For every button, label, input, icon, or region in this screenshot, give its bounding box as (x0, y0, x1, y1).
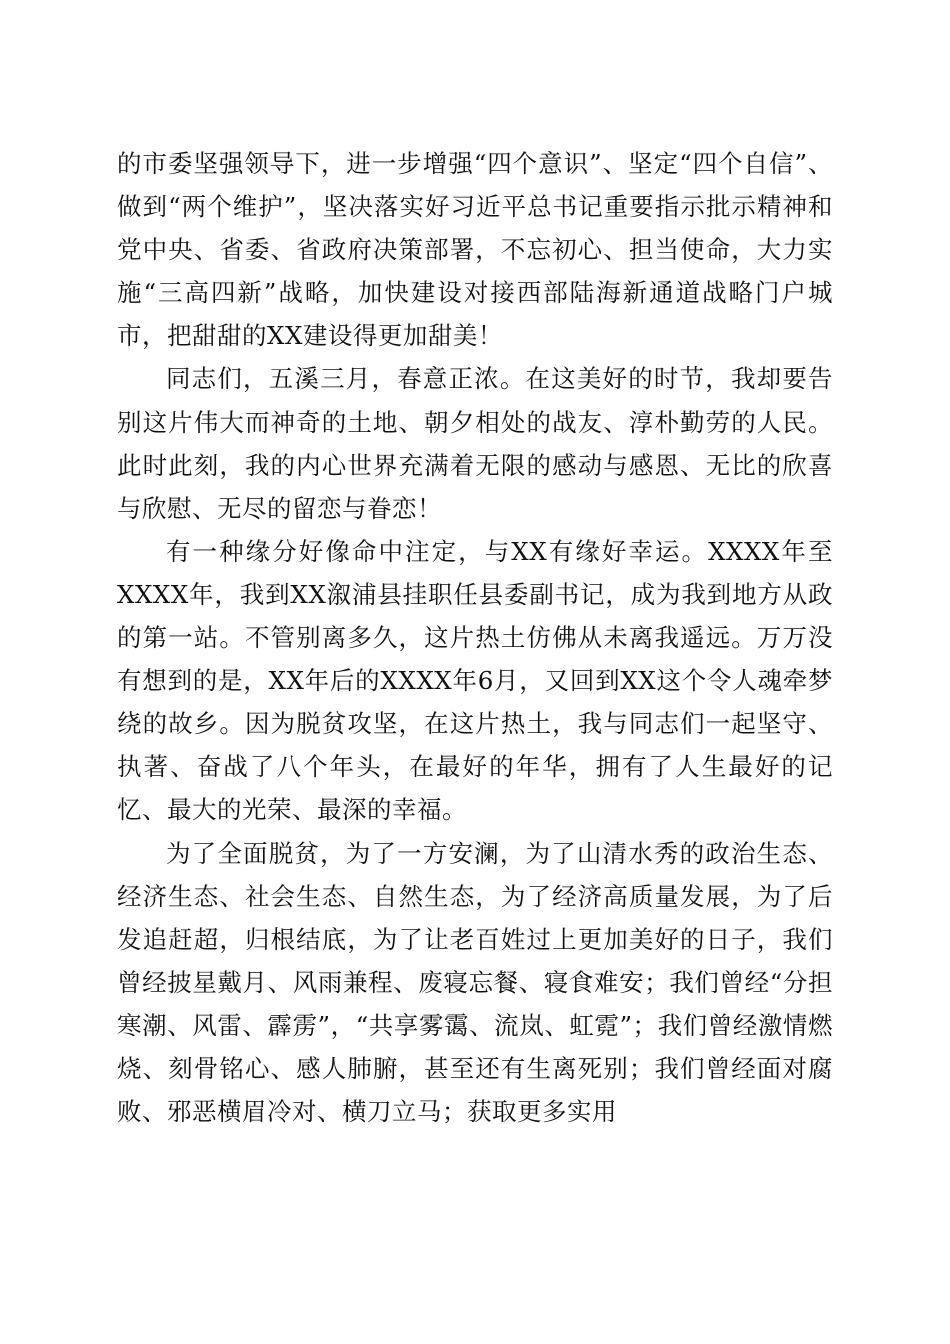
paragraph-1: 的市委坚强领导下，进一步增强“四个意识”、坚定“四个自信”、做到“两个维护”，坚决落实好习近平总书记重要指示批示精神和党中央、省委、省政府决策部署，不忘初心、担当使命，大力实施“三高四新”战略，加快建设对接西部陆海新通道战略门户城市，把甜甜的XX建设得更加甜美！ (117, 149, 833, 351)
document-body (117, 142, 833, 1133)
paragraph-3: 有一种缘分好像命中注定，与XX有缘好幸运。XXXX年至XXXX年，我到XX溆浦县挂职任县委副书记，成为我到地方从政的第一站。不管别离多久，这片热土仿佛从未离我遥远。万万没有想到的是，XX年后的XXXX年6月，又回到XX这个令人魂牵梦绕的故乡。因为脱贫攻坚，在这片热土，我与同志们一起坚守、执著、奋战了八个年头，在最好的年华，拥有了人生最好的记忆、最大的光荣、最深的幸福。 (117, 536, 833, 825)
paragraph-4: 为了全面脱贫，为了一方安澜，为了山清水秀的政治生态、经济生态、社会生态、自然生态，为了经济高质量发展，为了后发追赶超，归根结底，为了让老百姓过上更加美好的日子，我们曾经披星戴月、风雨兼程、废寝忘餐、寝食难安；我们曾经“分担寒潮、风雷、霹雳”，“共享雾霭、流岚、虹霓”；我们曾经激情燃烧、刻骨铭心、感人肺腑，甚至还有生离死别；我们曾经面对腐败、邪恶横眉冷对、横刀立马；获取更多实用 (117, 838, 833, 1127)
paragraph-2: 同志们，五溪三月，春意正浓。在这美好的时节，我却要告别这片伟大而神奇的土地、朝夕相处的战友、淳朴勤劳的人民。此时此刻，我的内心世界充满着无限的感动与感恩、无比的欣喜与欣慰、无尽的留恋与眷恋！ (117, 364, 833, 523)
